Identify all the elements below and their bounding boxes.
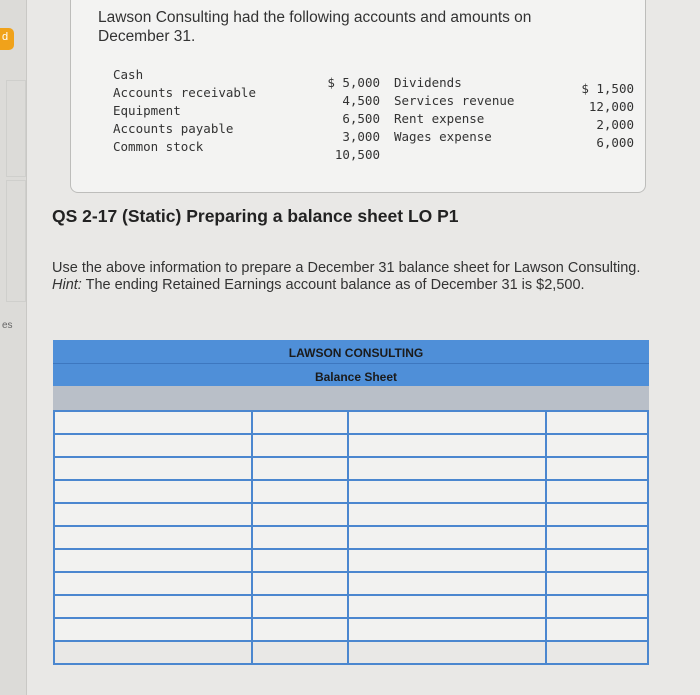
balance-sheet-cell[interactable] — [547, 619, 647, 640]
balance-sheet-cell[interactable] — [253, 435, 347, 456]
balance-sheet-cell[interactable] — [253, 596, 347, 617]
header-divider — [53, 363, 649, 364]
balance-sheet-cell[interactable] — [253, 619, 347, 640]
statement-name: Balance Sheet — [314, 370, 398, 384]
balance-sheet-cell[interactable] — [349, 619, 545, 640]
balance-sheet-cell[interactable] — [55, 596, 251, 617]
account-name: Common stock — [113, 139, 204, 154]
balance-sheet-cell[interactable] — [253, 504, 347, 525]
sidebar-panel — [6, 80, 26, 177]
balance-sheet-cell[interactable] — [547, 550, 647, 571]
balance-sheet-cell[interactable] — [253, 412, 347, 433]
question-text-b: The ending Retained Earnings account balance as of December 31 is $2,500. — [81, 277, 585, 293]
table-row-line — [53, 663, 649, 665]
balance-sheet-cell[interactable] — [55, 550, 251, 571]
problem-intro: Lawson Consulting had the following accounts and amounts on December 31. — [98, 9, 532, 45]
balance-sheet-cell[interactable] — [547, 435, 647, 456]
balance-sheet-cell[interactable] — [253, 481, 347, 502]
table-column-line — [647, 410, 649, 665]
balance-sheet-cell[interactable] — [547, 573, 647, 594]
account-names-col1 — [113, 66, 256, 156]
balance-sheet-cell[interactable] — [349, 596, 545, 617]
balance-sheet-cell[interactable] — [55, 504, 251, 525]
balance-sheet-cell[interactable] — [55, 481, 251, 502]
balance-sheet-cell[interactable] — [253, 527, 347, 548]
balance-sheet-cell[interactable] — [55, 527, 251, 548]
hint-label: Hint: — [52, 277, 82, 293]
balance-sheet-cell[interactable] — [55, 573, 251, 594]
account-name: Rent expense — [394, 111, 485, 126]
balance-sheet-cell[interactable] — [55, 412, 251, 433]
amounts-col1 — [318, 74, 380, 164]
balance-sheet-cell[interactable] — [547, 412, 647, 433]
balance-sheet-cell[interactable] — [547, 504, 647, 525]
balance-sheet-cell[interactable] — [349, 573, 545, 594]
account-amount: 3,000 — [342, 129, 380, 144]
balance-sheet-cell[interactable] — [349, 504, 545, 525]
sidebar-fragment-text: es — [2, 320, 13, 331]
account-name: Accounts receivable — [113, 85, 256, 100]
question-text — [52, 260, 662, 294]
balance-sheet-cell[interactable] — [55, 435, 251, 456]
sidebar-panel — [6, 180, 26, 302]
account-name: Equipment — [113, 103, 181, 118]
account-amount: $ 5,000 — [327, 75, 380, 90]
balance-sheet-cell[interactable] — [349, 458, 545, 479]
balance-sheet-cell[interactable] — [547, 642, 647, 663]
balance-sheet-cell[interactable] — [547, 596, 647, 617]
balance-sheet-cell[interactable] — [349, 642, 545, 663]
sidebar-tab-label: d — [2, 31, 9, 43]
account-name: Cash — [113, 67, 144, 82]
balance-sheet-table — [53, 340, 649, 640]
account-amount: 10,500 — [334, 147, 380, 162]
balance-sheet-cell[interactable] — [55, 642, 251, 663]
question-text-a: Use the above information to prepare a December 31 balance sheet for Lawson Consulting. — [52, 260, 641, 276]
account-names-col2 — [394, 74, 514, 146]
balance-sheet-cell[interactable] — [349, 435, 545, 456]
balance-sheet-header — [53, 340, 649, 386]
question-title: QS 2-17 (Static) Preparing a balance sheet LO P1 — [52, 206, 459, 226]
column-header-band — [53, 386, 649, 410]
account-name: Wages expense — [394, 129, 492, 144]
company-name: LAWSON CONSULTING — [288, 346, 424, 360]
balance-sheet-cell[interactable] — [349, 481, 545, 502]
balance-sheet-cell[interactable] — [547, 458, 647, 479]
account-amount: 4,500 — [342, 93, 380, 108]
balance-sheet-cell[interactable] — [253, 458, 347, 479]
balance-sheet-cell[interactable] — [55, 619, 251, 640]
balance-sheet-cell[interactable] — [349, 550, 545, 571]
account-amount: 2,000 — [596, 117, 634, 132]
balance-sheet-cell[interactable] — [253, 573, 347, 594]
balance-sheet-cell[interactable] — [253, 550, 347, 571]
account-name: Services revenue — [394, 93, 515, 108]
balance-sheet-cell[interactable] — [547, 481, 647, 502]
account-amount: $ 1,500 — [581, 81, 634, 96]
account-amount: 12,000 — [588, 99, 634, 114]
balance-sheet-cell[interactable] — [253, 642, 347, 663]
amounts-col2 — [570, 80, 634, 152]
account-amount: 6,500 — [342, 111, 380, 126]
account-amount: 6,000 — [596, 135, 634, 150]
balance-sheet-cell[interactable] — [349, 412, 545, 433]
balance-sheet-cell[interactable] — [547, 527, 647, 548]
balance-sheet-cell[interactable] — [55, 458, 251, 479]
account-name: Dividends — [394, 75, 462, 90]
balance-sheet-cell[interactable] — [349, 527, 545, 548]
account-name: Accounts payable — [113, 121, 234, 136]
